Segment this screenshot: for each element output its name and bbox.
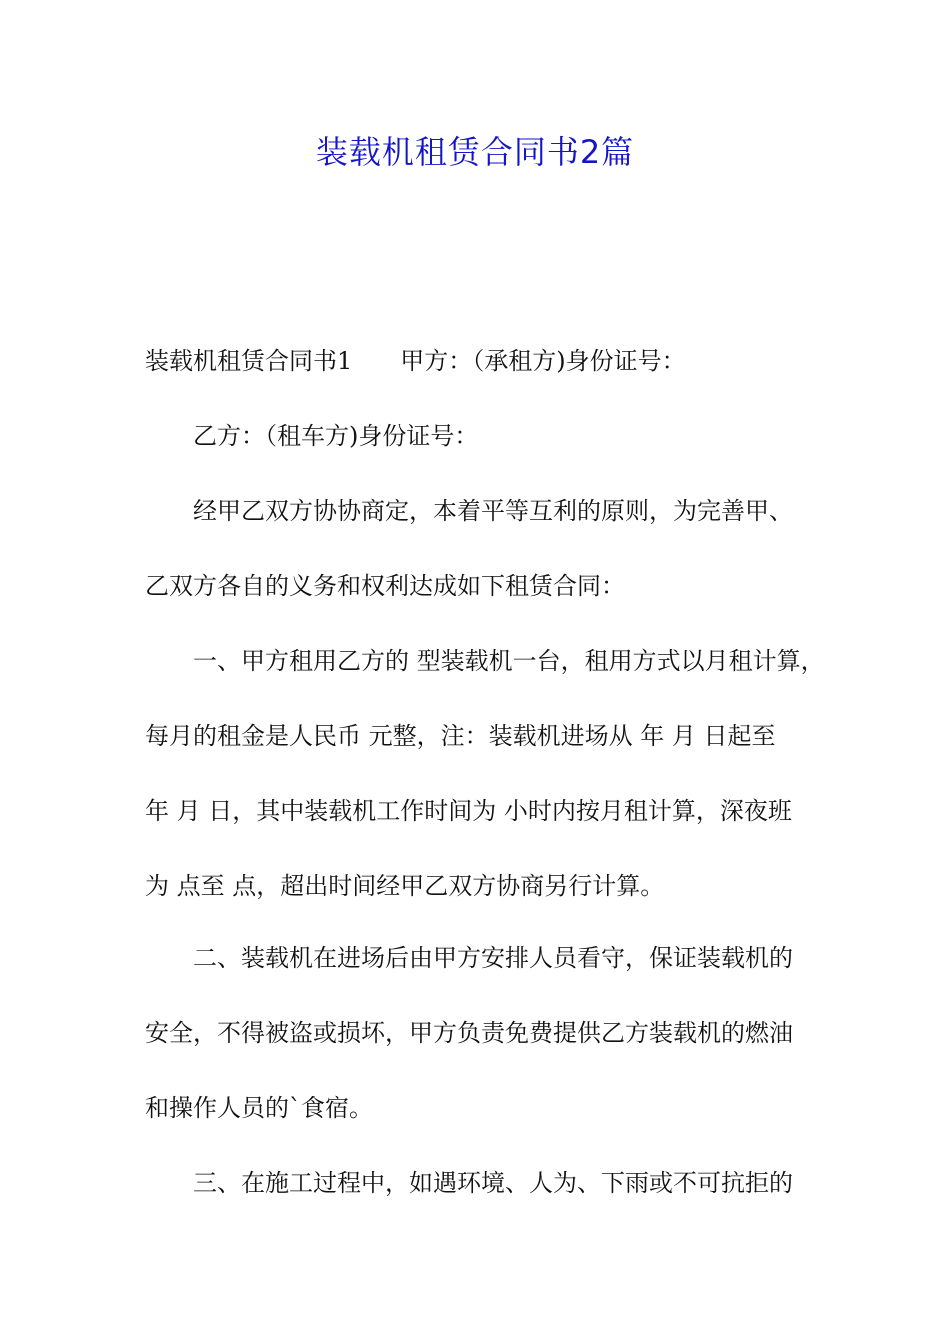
paragraph-line-1: 装载机租赁合同书1 甲方：（承租方)身份证号： xyxy=(145,347,686,375)
paragraph-line-3: 经甲乙双方协协商定，本着平等互利的原则，为完善甲、 xyxy=(193,497,793,525)
paragraph-line-4: 乙双方各自的义务和权利达成如下租赁合同： xyxy=(145,572,625,600)
paragraph-line-5: 一、甲方租用乙方的 型装载机一台，租用方式以月租计算， xyxy=(193,647,825,675)
document-title: 装载机租赁合同书2篇 xyxy=(315,133,635,171)
paragraph-line-8: 为 点至 点，超出时间经甲乙双方协商另行计算。 xyxy=(145,872,665,900)
paragraph-line-11: 和操作人员的`食宿。 xyxy=(145,1094,373,1122)
paragraph-line-7: 年 月 日，其中装载机工作时间为 小时内按月租计算，深夜班 xyxy=(145,797,792,825)
paragraph-line-9: 二、装载机在进场后由甲方安排人员看守，保证装载机的 xyxy=(193,944,793,972)
paragraph-line-10: 安全，不得被盗或损坏，甲方负责免费提供乙方装载机的燃油 xyxy=(145,1019,793,1047)
paragraph-line-6: 每月的租金是人民币 元整，注：装载机进场从 年 月 日起至 xyxy=(145,722,776,750)
paragraph-line-2: 乙方：（租车方)身份证号： xyxy=(193,422,479,450)
paragraph-line-12: 三、在施工过程中，如遇环境、人为、下雨或不可抗拒的 xyxy=(193,1169,793,1197)
